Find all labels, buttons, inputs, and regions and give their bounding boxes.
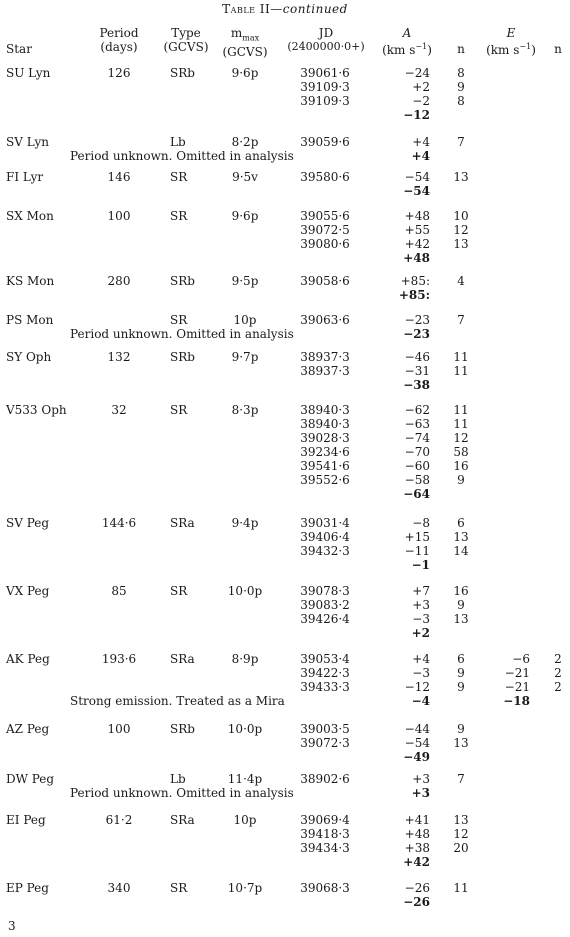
jd-value: 39028·3 xyxy=(300,431,350,445)
n-value: 12 xyxy=(453,431,469,445)
header-mmax: $m_{max}$ (GCVS) xyxy=(222,26,268,60)
period-value: 144·6 xyxy=(101,516,137,530)
period-value: 146 xyxy=(107,170,131,184)
n-value: 11 xyxy=(453,403,469,417)
n-value: 14 xyxy=(453,544,469,558)
type-value: SRb xyxy=(170,274,195,288)
header-a: A (km $s^{-1}$) xyxy=(382,26,432,57)
n-value: 8 xyxy=(457,94,465,108)
type-value: SRb xyxy=(170,350,195,364)
star-name: AK Peg xyxy=(6,652,50,666)
n-value: 7 xyxy=(457,313,465,327)
mean-a-value: +42 xyxy=(403,855,430,869)
jd-value: 39432·3 xyxy=(300,544,350,558)
a-value: −54 xyxy=(404,170,430,184)
mean-a-value: +3 xyxy=(411,786,430,800)
header-star: Star xyxy=(6,42,32,56)
type-value: SRa xyxy=(170,813,195,827)
a-value: −58 xyxy=(404,473,430,487)
type-value: SRb xyxy=(170,722,195,736)
type-value: Lb xyxy=(170,135,186,149)
mean-a-value: −26 xyxy=(403,895,430,909)
a-value: −31 xyxy=(404,364,430,378)
a-value: −23 xyxy=(404,313,430,327)
period-value: 340 xyxy=(107,881,131,895)
e-value: −21 xyxy=(504,680,530,694)
star-name: AZ Peg xyxy=(6,722,50,736)
n-value: 11 xyxy=(453,364,469,378)
mean-e-value: −18 xyxy=(503,694,530,708)
period-value: 100 xyxy=(107,209,131,223)
period-value: 32 xyxy=(111,403,127,417)
star-name: SY Oph xyxy=(6,350,52,364)
jd-value: 39426·4 xyxy=(300,612,350,626)
type-value: SR xyxy=(170,881,188,895)
a-value: +42 xyxy=(404,237,430,251)
jd-value: 39031·4 xyxy=(300,516,350,530)
jd-value: 39083·2 xyxy=(300,598,350,612)
a-value: −24 xyxy=(404,66,430,80)
a-value: −12 xyxy=(404,680,430,694)
n-value: 12 xyxy=(453,223,469,237)
n-value: 13 xyxy=(453,530,469,544)
mmax-value: 9·5v xyxy=(232,170,258,184)
n-value: 7 xyxy=(457,135,465,149)
header-n: n xyxy=(457,42,465,56)
e-value: −21 xyxy=(504,666,530,680)
n-value: 11 xyxy=(453,350,469,364)
a-value: +4 xyxy=(412,652,430,666)
jd-value: 39058·6 xyxy=(300,274,350,288)
a-value: −74 xyxy=(404,431,430,445)
mmax-value: 10·0p xyxy=(227,722,263,736)
n-value: 9 xyxy=(457,722,465,736)
mmax-value: 9·4p xyxy=(231,516,259,530)
table-note: Period unknown. Omitted in analysis xyxy=(70,327,294,341)
table-note: Strong emission. Treated as a Mira xyxy=(70,694,285,708)
mean-a-value: +48 xyxy=(403,251,430,265)
n-value: 13 xyxy=(453,612,469,626)
period-value: 126 xyxy=(107,66,131,80)
jd-value: 39069·4 xyxy=(300,813,350,827)
star-name: KS Mon xyxy=(6,274,55,288)
star-name: EP Peg xyxy=(6,881,49,895)
period-value: 85 xyxy=(111,584,127,598)
star-name: SV Peg xyxy=(6,516,50,530)
a-value: +4 xyxy=(412,135,430,149)
a-value: −11 xyxy=(404,544,430,558)
a-value: +85: xyxy=(400,274,430,288)
n-value: 16 xyxy=(453,584,469,598)
n-value: 7 xyxy=(457,772,465,786)
n-value: 11 xyxy=(453,881,469,895)
jd-value: 39053·4 xyxy=(300,652,350,666)
n-value: 9 xyxy=(457,598,465,612)
a-value: −54 xyxy=(404,736,430,750)
mean-a-value: −12 xyxy=(403,108,430,122)
type-value: SRa xyxy=(170,652,195,666)
a-value: −3 xyxy=(412,612,430,626)
star-name: VX Peg xyxy=(6,584,50,598)
a-value: −8 xyxy=(412,516,430,530)
jd-value: 39433·3 xyxy=(300,680,350,694)
table-continued: —continued xyxy=(270,2,348,16)
mean-a-value: −38 xyxy=(403,378,430,392)
n-value: 9 xyxy=(457,80,465,94)
period-value: 280 xyxy=(107,274,131,288)
jd-value: 39422·3 xyxy=(300,666,350,680)
mmax-value: 9·6p xyxy=(231,209,259,223)
a-value: +7 xyxy=(412,584,430,598)
n-value: 9 xyxy=(457,666,465,680)
jd-value: 39059·6 xyxy=(300,135,350,149)
jd-value: 39003·5 xyxy=(300,722,350,736)
star-name: V533 Oph xyxy=(6,403,67,417)
a-value: −2 xyxy=(412,94,430,108)
star-name: PS Mon xyxy=(6,313,54,327)
star-name: SU Lyn xyxy=(6,66,51,80)
jd-value: 39541·6 xyxy=(300,459,350,473)
mean-a-value: −54 xyxy=(403,184,430,198)
a-value: +41 xyxy=(404,813,430,827)
a-value: +55 xyxy=(404,223,430,237)
jd-value: 39080·6 xyxy=(300,237,350,251)
type-value: SRb xyxy=(170,66,195,80)
mean-a-value: −49 xyxy=(403,750,430,764)
a-value: +2 xyxy=(412,80,430,94)
jd-value: 39072·3 xyxy=(300,736,350,750)
a-value: +3 xyxy=(412,772,430,786)
type-value: Lb xyxy=(170,772,186,786)
a-value: +3 xyxy=(412,598,430,612)
table-note: Period unknown. Omitted in analysis xyxy=(70,786,294,800)
jd-value: 39063·6 xyxy=(300,313,350,327)
table-title: Table II xyxy=(222,2,271,16)
type-value: SR xyxy=(170,209,188,223)
a-value: −60 xyxy=(404,459,430,473)
header-type: Type (GCVS) xyxy=(163,26,209,54)
a-value: −70 xyxy=(404,445,430,459)
e-n-value: 2 xyxy=(554,652,562,666)
type-value: SR xyxy=(170,313,188,327)
n-value: 6 xyxy=(457,652,465,666)
mmax-value: 9·6p xyxy=(231,66,259,80)
header-period: Period (days) xyxy=(99,26,139,54)
jd-value: 39078·3 xyxy=(300,584,350,598)
type-value: SR xyxy=(170,584,188,598)
a-value: +48 xyxy=(404,827,430,841)
n-value: 13 xyxy=(453,237,469,251)
jd-value: 39434·3 xyxy=(300,841,350,855)
mmax-value: 8·9p xyxy=(231,652,259,666)
star-name: EI Peg xyxy=(6,813,46,827)
jd-value: 39580·6 xyxy=(300,170,350,184)
mean-a-value: −4 xyxy=(411,694,430,708)
mean-a-value: +2 xyxy=(411,626,430,640)
type-value: SR xyxy=(170,403,188,417)
a-value: +48 xyxy=(404,209,430,223)
a-value: −46 xyxy=(404,350,430,364)
n-value: 13 xyxy=(453,813,469,827)
e-n-value: 2 xyxy=(554,666,562,680)
mmax-value: 8·2p xyxy=(231,135,259,149)
jd-value: 39552·6 xyxy=(300,473,350,487)
a-value: −26 xyxy=(404,881,430,895)
star-name: SX Mon xyxy=(6,209,54,223)
jd-value: 39418·3 xyxy=(300,827,350,841)
type-value: SRa xyxy=(170,516,195,530)
star-name: DW Peg xyxy=(6,772,55,786)
jd-value: 39055·6 xyxy=(300,209,350,223)
header-n2: n xyxy=(554,42,562,56)
jd-value: 39109·3 xyxy=(300,94,350,108)
jd-value: 39072·5 xyxy=(300,223,350,237)
mmax-value: 10p xyxy=(233,313,257,327)
jd-value: 39068·3 xyxy=(300,881,350,895)
mmax-value: 8·3p xyxy=(231,403,259,417)
header-e: E (km $s^{-1}$) xyxy=(486,26,536,57)
jd-value: 39109·3 xyxy=(300,80,350,94)
period-value: 132 xyxy=(107,350,131,364)
jd-value: 38940·3 xyxy=(300,403,350,417)
n-value: 16 xyxy=(453,459,469,473)
a-value: −63 xyxy=(404,417,430,431)
n-value: 58 xyxy=(453,445,469,459)
mean-a-value: −1 xyxy=(411,558,430,572)
n-value: 20 xyxy=(453,841,469,855)
n-value: 13 xyxy=(453,170,469,184)
n-value: 4 xyxy=(457,274,465,288)
mmax-value: 9·7p xyxy=(231,350,259,364)
period-value: 61·2 xyxy=(105,813,133,827)
e-value: −6 xyxy=(512,652,530,666)
jd-value: 39406·4 xyxy=(300,530,350,544)
n-value: 9 xyxy=(457,680,465,694)
star-name: FI Lyr xyxy=(6,170,44,184)
n-value: 10 xyxy=(453,209,469,223)
jd-value: 38937·3 xyxy=(300,350,350,364)
table-caption xyxy=(0,2,570,16)
header-jd: JD (2400000·0+) xyxy=(287,26,365,53)
table-note: Period unknown. Omitted in analysis xyxy=(70,149,294,163)
n-value: 9 xyxy=(457,473,465,487)
n-value: 11 xyxy=(453,417,469,431)
a-value: −44 xyxy=(404,722,430,736)
n-value: 8 xyxy=(457,66,465,80)
page-number: 3 xyxy=(8,919,16,933)
n-value: 12 xyxy=(453,827,469,841)
mean-a-value: −64 xyxy=(403,487,430,501)
mmax-value: 9·5p xyxy=(231,274,259,288)
jd-value: 39234·6 xyxy=(300,445,350,459)
type-value: SR xyxy=(170,170,188,184)
mmax-value: 10·0p xyxy=(227,584,263,598)
n-value: 6 xyxy=(457,516,465,530)
mean-a-value: −23 xyxy=(403,327,430,341)
mean-a-value: +4 xyxy=(411,149,430,163)
a-value: −62 xyxy=(404,403,430,417)
jd-value: 38902·6 xyxy=(300,772,350,786)
period-value: 100 xyxy=(107,722,131,736)
jd-value: 38940·3 xyxy=(300,417,350,431)
n-value: 13 xyxy=(453,736,469,750)
mmax-value: 10·7p xyxy=(227,881,263,895)
star-name: SV Lyn xyxy=(6,135,49,149)
mean-a-value: +85: xyxy=(398,288,430,302)
a-value: −3 xyxy=(412,666,430,680)
jd-value: 38937·3 xyxy=(300,364,350,378)
jd-value: 39061·6 xyxy=(300,66,350,80)
e-n-value: 2 xyxy=(554,680,562,694)
a-value: +38 xyxy=(404,841,430,855)
mmax-value: 10p xyxy=(233,813,257,827)
a-value: +15 xyxy=(404,530,430,544)
period-value: 193·6 xyxy=(101,652,137,666)
mmax-value: 11·4p xyxy=(227,772,263,786)
